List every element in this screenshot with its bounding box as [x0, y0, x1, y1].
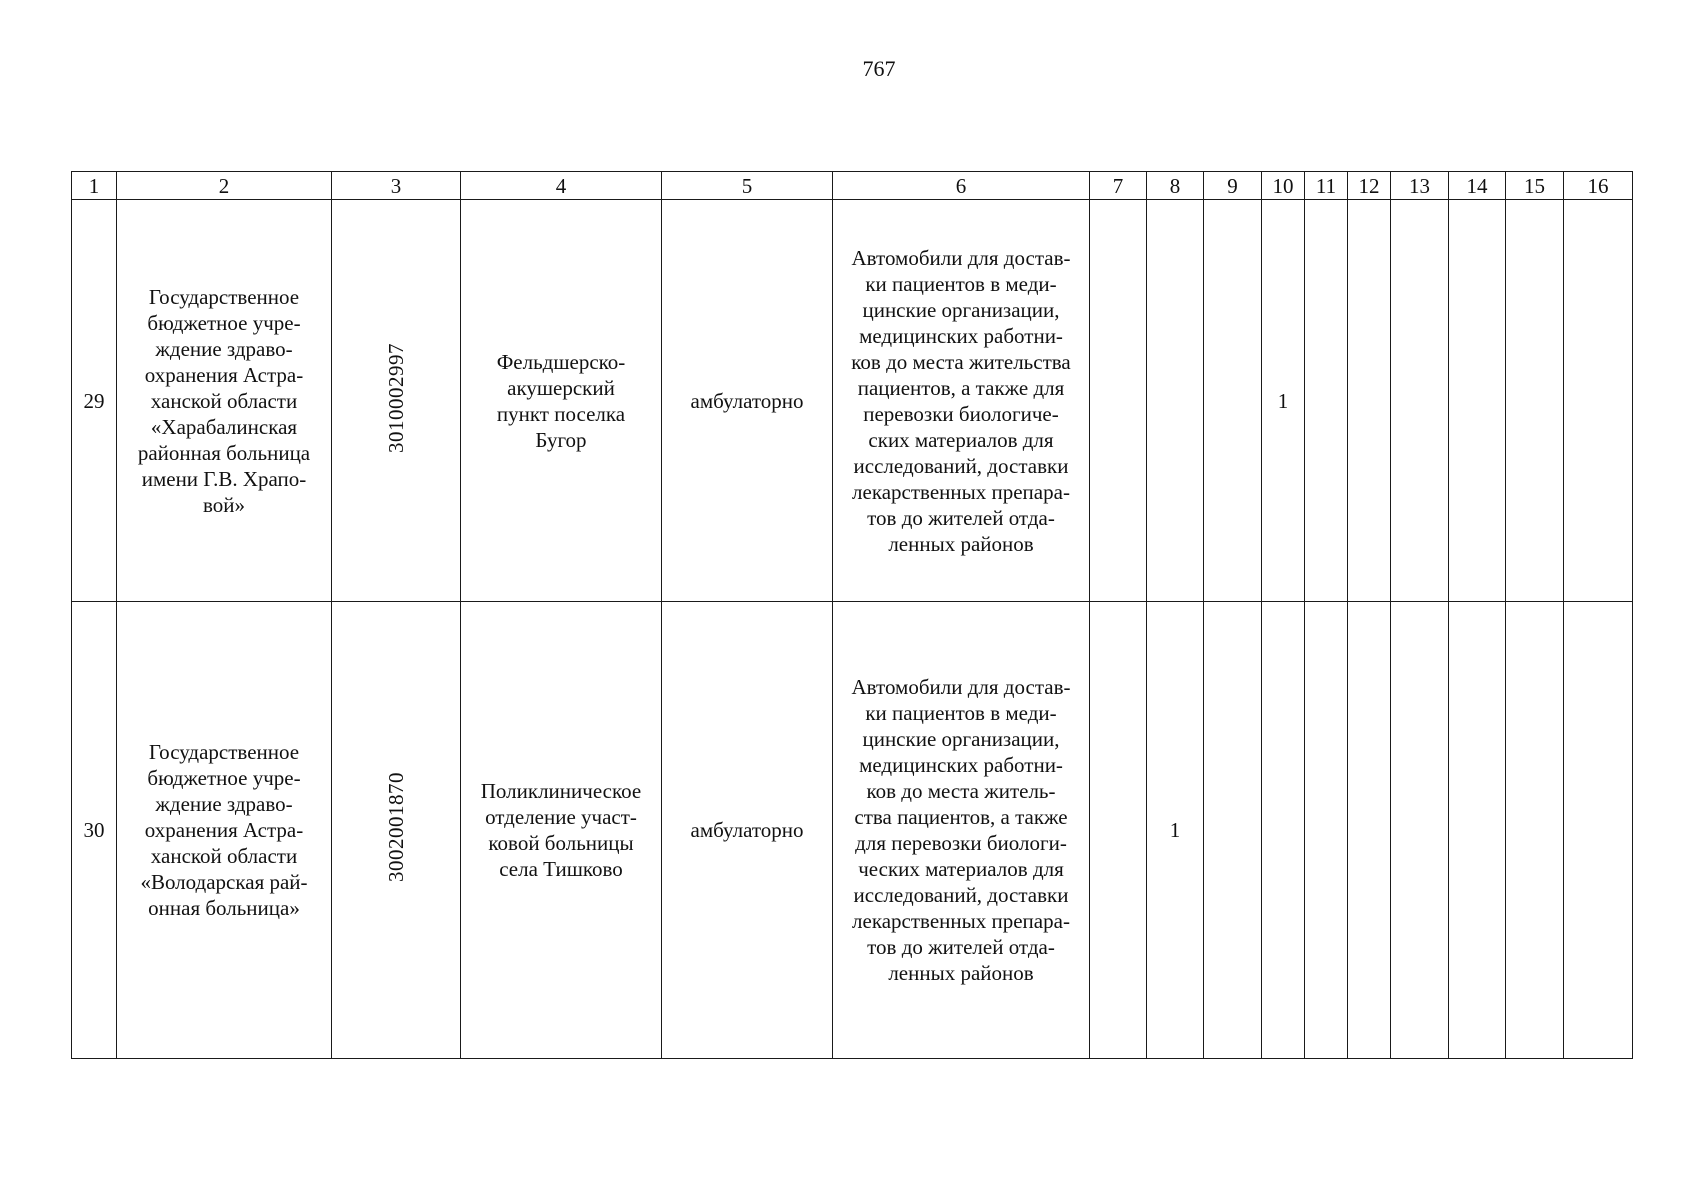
organization-code: 3010002997: [384, 342, 408, 453]
column-header: 16: [1564, 172, 1633, 200]
column-header: 1: [72, 172, 117, 200]
vehicle-purpose: Автомобили для достав- ки пациентов в меди- цинские организации, медицинских работни- ков до места жительства пациентов, а также для перевозки биологиче- ских материалов для исследований, доставки лекарственных препара- тов до жителей отда- ленных районов: [833, 200, 1090, 602]
count-cell-9: [1204, 200, 1262, 602]
column-header: 13: [1391, 172, 1449, 200]
organization-name: Государственное бюджетное учре- ждение здраво- охранения Астра- ханской области «Володарская рай- онная больница»: [117, 602, 332, 1059]
column-header: 7: [1090, 172, 1147, 200]
code-cell: [332, 602, 461, 1059]
count-cell-16: [1564, 602, 1633, 1059]
count-cell-14: [1449, 602, 1506, 1059]
code-cell: [332, 200, 461, 602]
column-header: 5: [662, 172, 833, 200]
column-header: 12: [1348, 172, 1391, 200]
count-cell-7: [1090, 200, 1147, 602]
organization-name: Государственное бюджетное учре- ждение здраво- охранения Астра- ханской области «Харабалинская районная больница имени Г.В. Храпо- вой»: [117, 200, 332, 602]
table-row: [72, 200, 1633, 602]
count-cell-13: [1391, 602, 1449, 1059]
document-table: [71, 171, 1633, 1059]
table-header-row: [72, 172, 1633, 200]
count-cell-12: [1348, 602, 1391, 1059]
count-cell-15: [1506, 200, 1564, 602]
column-header: 2: [117, 172, 332, 200]
column-header: 6: [833, 172, 1090, 200]
column-header: 4: [461, 172, 662, 200]
count-cell-7: [1090, 602, 1147, 1059]
column-header: 3: [332, 172, 461, 200]
count-cell-8: [1147, 200, 1204, 602]
organization-code: 3002001870: [384, 772, 408, 882]
unit-name: Фельдшерско- акушерский пункт поселка Бугор: [461, 200, 662, 602]
care-mode: амбулаторно: [662, 200, 833, 602]
count-cell-12: [1348, 200, 1391, 602]
count-cell-11: [1305, 200, 1348, 602]
count-cell-15: [1506, 602, 1564, 1059]
count-cell-16: [1564, 200, 1633, 602]
row-number: 30: [72, 602, 117, 1059]
table-row: [72, 602, 1633, 1059]
column-header: 11: [1305, 172, 1348, 200]
count-cell-13: [1391, 200, 1449, 602]
count-cell-8: 1: [1147, 602, 1204, 1059]
count-cell-11: [1305, 602, 1348, 1059]
column-header: 14: [1449, 172, 1506, 200]
column-header: 10: [1262, 172, 1305, 200]
count-cell-10: [1262, 602, 1305, 1059]
row-number: 29: [72, 200, 117, 602]
column-header: 8: [1147, 172, 1204, 200]
vehicle-purpose: Автомобили для достав- ки пациентов в меди- цинские организации, медицинских работни- ков до места житель- ства пациентов, а также для перевозки биологи- ческих материалов для исследований, доставки лекарственных препара- тов до жителей отда- ленных районов: [833, 602, 1090, 1059]
unit-name: Поликлиническое отделение участ- ковой больницы села Тишково: [461, 602, 662, 1059]
count-cell-14: [1449, 200, 1506, 602]
count-cell-9: [1204, 602, 1262, 1059]
column-header: 9: [1204, 172, 1262, 200]
column-header: 15: [1506, 172, 1564, 200]
care-mode: амбулаторно: [662, 602, 833, 1059]
page-number: 767: [862, 56, 896, 81]
count-cell-10: 1: [1262, 200, 1305, 602]
